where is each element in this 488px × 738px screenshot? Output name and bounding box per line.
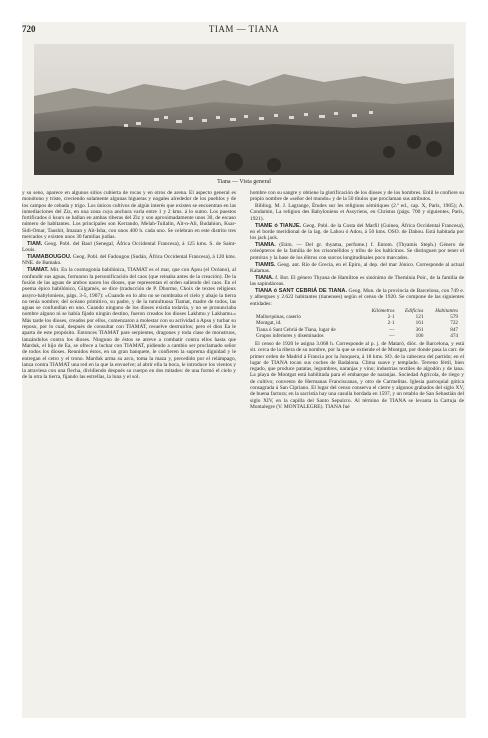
table-cell: 121: [415, 314, 424, 321]
document-page: [22, 22, 466, 718]
table-cell: —: [389, 326, 395, 333]
page-header: [22, 22, 466, 36]
entry: [22, 267, 236, 380]
table-cell: 361: [415, 326, 424, 333]
entry-text: Geog. Pobl. de la Costa del Marfil (Guinea, África Occidental Francesa), en el borde meridional de la lag. de Lahou ó Adou, á 50 kms. OSO. de Dabou. Está habitada por los jack jack.: [250, 222, 464, 242]
left-column: [22, 190, 236, 716]
entry-headword: TIANA.: [255, 274, 274, 281]
entry-headword: TIAMABOUGOU.: [27, 254, 72, 261]
table-cell: Montgat, id.: [256, 320, 282, 327]
entry: [250, 223, 464, 242]
table-header: Edificios: [404, 307, 424, 314]
table-cell: Grupos inferiores y diseminados: [256, 332, 324, 339]
entry: [22, 241, 236, 254]
paragraph: El censo de 1920 le asigna 3.068 h. Corresponde al p. j. de Mataró, dióc. de Barcelona, y está sit. cerca de la ribera de su nombre, por la que se extiende el de Montgat, por donde pasa la carr. de primer orden de Madrid á Francia por la Junquera, á 18 kms. SO. de la cabecera del partido; en el lugar de TIANA tocan sus coches de Badalona. Clima suave y templado. Terreno fértil, bien regado, que produce patatas, legumbres, naranjas y vino; industrias textiles de algodón y de lana. La playa de Montgat está habilitada para el embarque de naranjas. Sociedad Agrícola, de riego y de cultivo; convento de Hermanas Franciscanas, y otro de Carmelitas. Iglesia parroquial gótica consagrada á San Cipriano. El lugar del censo conserva el cierre y algunos grabados del siglo XV, de buena factura; en la sacristía hay una casulla bordada en 1597, y un retablo de San Sebastián del siglo XIV, en la capilla del Santo Sepulcro. Al término de TIANA se levanta la Cartuja de Montalegre (V. MONTALEGRE). TIANA fué: [250, 340, 464, 410]
entry-text: Geog. ant. Río de Grecia, en el Epiro, al dep. del mar Jónico. Corresponde al actual Kalamas.: [250, 261, 464, 274]
paragraph: hombre con su sangre y obtiene la glorificación de los dioses y de los hombres. Enlil le confiere su propio nombre de «señor del mundo» y de la 50 títulos que proclaman sus atributos.: [250, 190, 464, 203]
table-cell: 2·1: [387, 314, 395, 321]
table-cell: 847: [450, 326, 458, 333]
table-header: Habitantes: [435, 307, 458, 314]
table-cell: 722: [450, 320, 458, 327]
table-cell: 474: [450, 332, 458, 339]
entry: [250, 262, 464, 275]
page-number: 720: [22, 24, 36, 34]
entry-headword: TIAMIA.: [255, 242, 276, 249]
table-cell: 2·1: [387, 320, 395, 327]
table-cell: —: [389, 332, 395, 339]
table-cell: 161: [415, 320, 424, 327]
entry: [250, 288, 464, 307]
right-column: [250, 190, 464, 716]
table-cell: Tiana ó Sant Cebriá de Tiana, lugar de: [256, 326, 336, 333]
table-header: Kilómetros: [371, 307, 395, 314]
entry-text: Mit. En la cosmogonía babilónica, TIAMAT es el mar, que con Apsu (el Océano), al confundir sus aguas, formaron la personificación del caos (que reinaba antes de la creación). De la fusión de las aguas de ambos nacen los dioses, que representan el orden saliendo del caos. En el poema épico babilónico, Gilgamés, se dice (traducción de P. Dhorme, Choix de textes religieux assyro-babyloniens, págs. 3-5, 1907): «Cuando en lo alto no se nombraba el cielo y abajo la tierra no tenía nombre; del océano primitivo, su padre, y de la tumultuosa Tiamat, madre de todos, las aguas se confundían en uno. Cuando ninguno de los dioses existía todavía, y no se pronunciaba nombre alguno ni se había fijado ningún destino, fueron creados los dioses Lakhmu y Lakhamu.» Más tarde los dioses, creados por ellos, comenzaron a molestar con su actividad a Apsu y turbar su reposo, por lo cual, después de consultar con TIAMAT, resuelve destruirlos; pero el dios Ea le aparta de este propósito. Entonces TIAMAT pare serpientes, dragones y toda clase de monstruos, lanzándolos contra los dioses. Ninguno de éstos se atreve a combatir contra ellos hasta que Marduk, el hijo de Ea, se ofrece a luchar con TIAMAT, pidiendo a cambio ser proclamado señor de todos los dioses. Reunidos éstos, en un gran banquete, le confieren la suprema dignidad y le entregan el cetro y el trono. Marduk arma su arco, toma la maza y, precedido por el relámpago, lanza contra TIAMAT una red en la que la envuelve; al abrir ella la boca, le introduce los vientos y la atraviesa con una flecha, dividiendo después su cuerpo en dos mitades: de una formó el cielo y de la otra la tierra, fijando las estrellas, la luna y el sol.: [22, 267, 236, 381]
paragraph: y su seno, aparece en algunos sitios cubierta de rocas y en otros de arena. El aspecto general es monótono y triste, creciendo solamente algunas higueras y nogales alrededor de los pueblos y de los campos de cebada y trigo. Los únicos cultivos de algún interés que existen se encuentran en las inmediaciones del Ziz, en una zona cuya anchura varía entre 1 y 2 kms. á lo sumo. Los puestos fortificados ó ksurs se hallan en ambas riberas del Ziz y son aproximadamente unos 30, de escaso número de habitantes. Los principales son Kerrando, Melah-Tuilalin, Aït-n-Ali, Budahion, Ksar-Sidi-Omar, Taushit, Imazan y Aït-Isha, con unos 400 h. cada uno. Se celebran en este distrito tres mercados y existen unos 30 familias judías.: [22, 190, 236, 241]
landscape-photo: [34, 44, 454, 175]
table-row: [254, 333, 460, 339]
table-cell: Mallorquinas, caserío: [256, 314, 301, 321]
entry-headword: TIANA ó SANT CEBRIÁ DE TIANA.: [255, 288, 348, 295]
entry-text: Geog. Pobl. del Baol (Senegal, África Occidental Francesa), á 125 kms. S. de Saint-Louis.: [22, 240, 236, 254]
photo-caption: Tiana — Vista general: [217, 179, 271, 185]
entry: [250, 242, 464, 261]
entry-text: Geog. Mun. de la provincia de Barcelona, con 749 e. y albergues y 2.622 habitantes (tianenses) según el censo de 1920. Se compone de las siguientes entidades:: [250, 288, 464, 307]
entry-text: f. Bot. El género Thyana de Hamilton es sinónimo de Theminia Poir., de la familia de las sapindáceas.: [250, 274, 464, 288]
entry-text: Geog. Pobl. del Fadougou (Sudán, África Occidental Francesa), á 120 kms. NNE. de Bamako.: [22, 254, 236, 267]
entry-headword: TIAMIS.: [255, 261, 276, 268]
entry: [22, 254, 236, 267]
entry-headword: TIAM.: [27, 240, 43, 247]
entry-headword: TIAME ó TIANJE.: [255, 222, 302, 229]
running-title: TIAM — TIANA: [208, 24, 280, 34]
population-table: [254, 308, 460, 339]
entry: [250, 275, 464, 288]
entry-text: (Etim. — Del gr. thyama, perfume.) f. Entom. (Thyamis Steph.) Género de coleópteros de la familia de los crisomélidos y tribu de los halticinos. Se distinguen por tener el protórax y la base de los élitros con surcos longitudinales poco marcados.: [250, 242, 464, 261]
entry-headword: TIAMAT.: [27, 267, 49, 274]
table-cell: 106: [415, 332, 424, 339]
table-cell: 579: [450, 314, 458, 321]
bibliography: Bibliog. M. J. Lagrange, Études sur les religions sémitiques (2.ª ed., cap. X, París, 1905); A. Condamin, La religion des Babyloniens et Assyriens, en Christus (págs. 700 y siguientes, París, 1921).: [250, 203, 464, 222]
